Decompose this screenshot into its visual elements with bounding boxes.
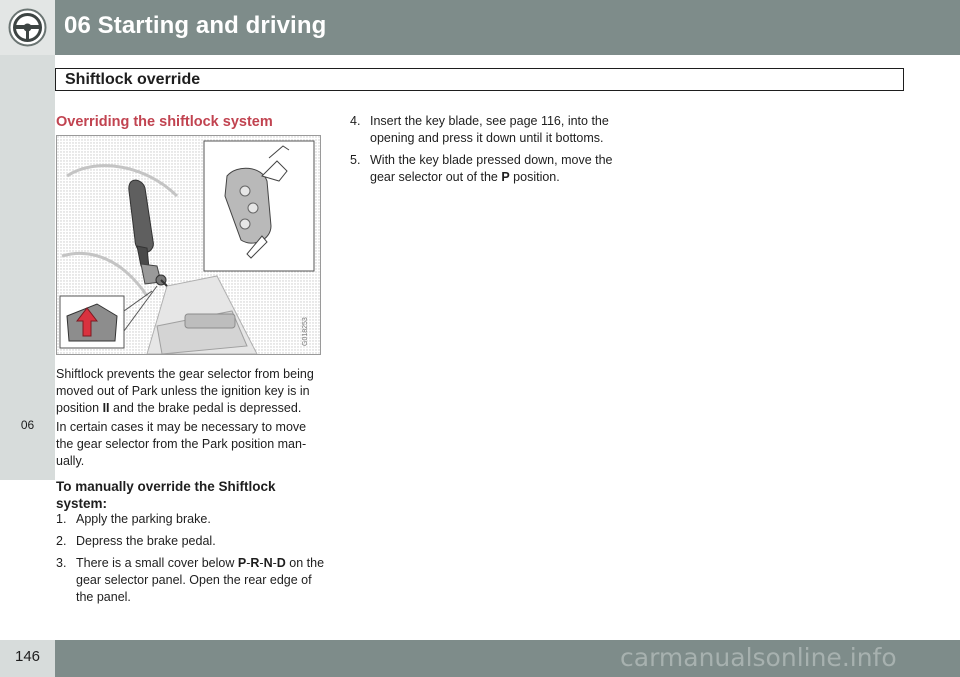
procedure-steps-left [56,511,326,611]
list-item: 1. Apply the parking brake. [56,512,211,526]
topic-heading: Overriding the shiftlock system [56,114,273,130]
chapter-tab-label: 06 [20,418,35,432]
section-title: Shiftlock override [65,71,201,88]
intro-paragraph: Shiftlock prevents the gear selector from being moved out of Park unless the ignition key is in position II and the brake pedal is depressed. [56,367,314,415]
steering-wheel-icon [8,8,47,47]
procedure-steps-right [350,113,620,191]
list-item: 5. With the key blade pressed down, move the gear selector out of the P position. [350,153,613,184]
illustration-code: G018253 [302,317,309,346]
list-item: 2. Depress the brake pedal. [56,534,216,548]
list-item: 4. Insert the key blade, see page 116, into the opening and press it down until it bottoms. [350,114,609,145]
section-header [55,68,904,91]
chapter-title: 06 Starting and driving [64,12,327,39]
page-number: 146 [14,648,41,665]
shiftlock-illustration [56,135,321,355]
chapter-side-tab [0,55,55,480]
manual-move-paragraph: In certain cases it may be necessary to move the gear selector from the Park position man-ually. [56,420,307,468]
logo [0,0,55,55]
list-item: 3. There is a small cover below P-R-N-D on the gear selector panel. Open the rear edge of the panel. [56,556,325,604]
procedure-heading: To manually override the Shiftlock system: [56,479,276,511]
watermark: carmanualsonline.info [620,643,897,672]
